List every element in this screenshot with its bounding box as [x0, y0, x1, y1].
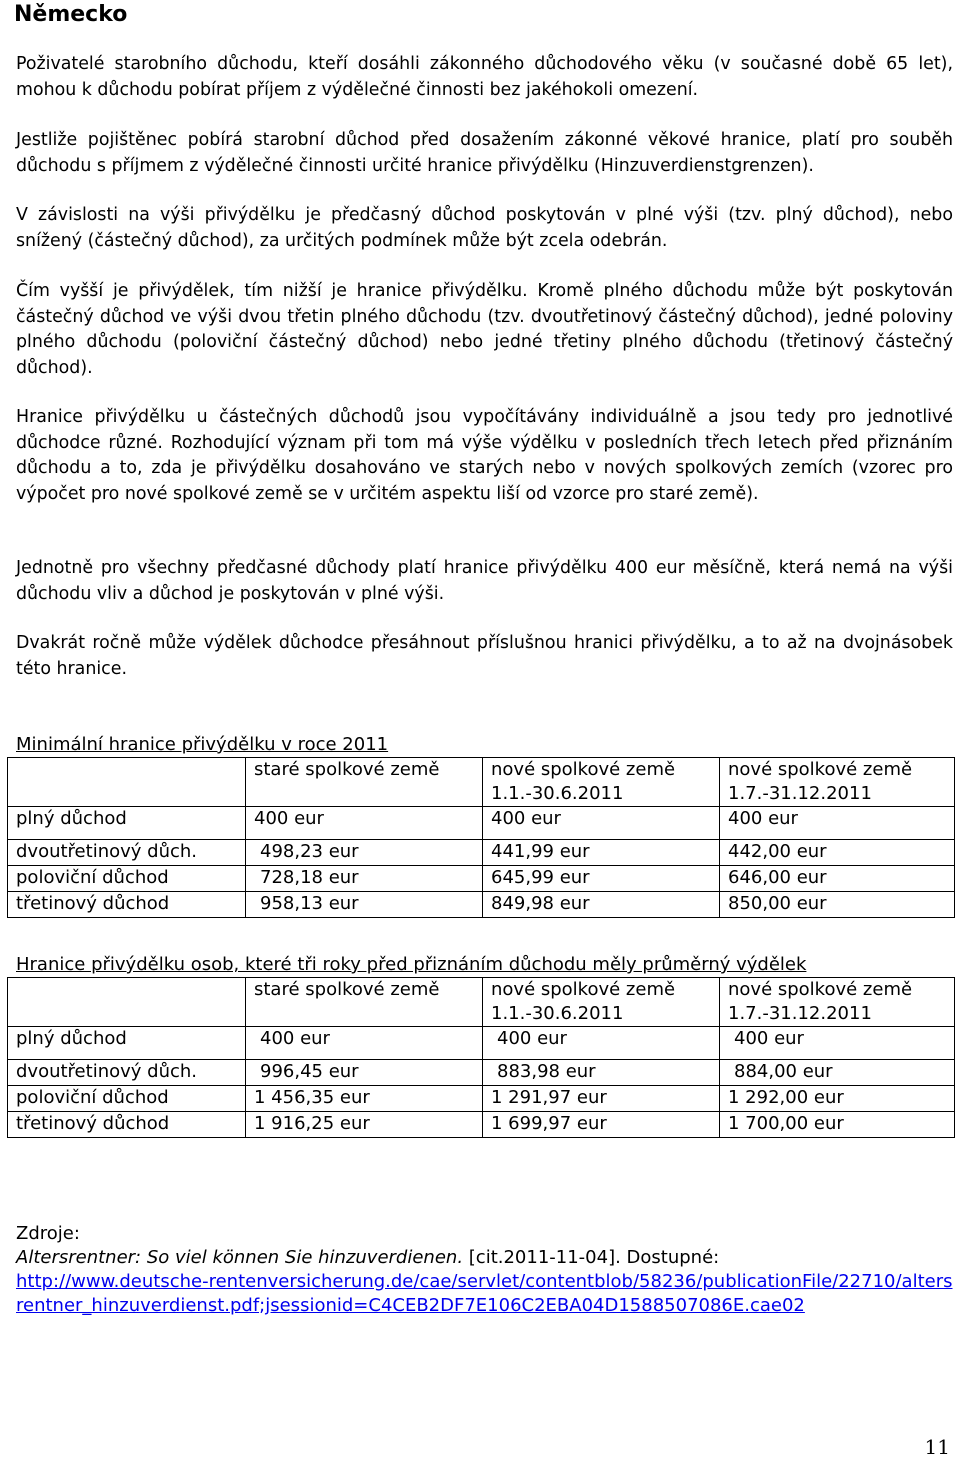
row-label: třetinový důchod — [8, 892, 246, 918]
table-cell: 996,45 eur — [246, 1060, 483, 1086]
paragraph-uniform-limit: Jednotně pro všechny předčasné důchody platí hranice přivýdělku 400 eur měsíčně, která nemá na výši důchodu vliv a důchod je poskytován v plné výši. — [16, 558, 953, 604]
table-cell: 645,99 eur — [483, 866, 720, 892]
sources-heading: Zdroje: — [16, 1223, 80, 1244]
table-header-row — [8, 758, 955, 807]
table-cell: 1 291,97 eur — [483, 1086, 720, 1112]
table-cell: 1 699,97 eur — [483, 1112, 720, 1138]
paragraph-early-retirement: Jestliže pojištěnec pobírá starobní důchod před dosažením zákonné věkové hranice, platí pro souběh důchodu s příjmem z výdělečné činnosti určité hranice přivýdělku (Hinzuverdienstgrenzen). — [16, 130, 953, 176]
table-cell: 400 eur — [246, 807, 483, 840]
table-cell: 728,18 eur — [246, 866, 483, 892]
table-cell: 883,98 eur — [483, 1060, 720, 1086]
row-label: dvoutřetinový důch. — [8, 840, 246, 866]
table-row — [8, 892, 955, 918]
table-header-cell: nové spolkové země 1.7.-31.12.2011 — [720, 758, 955, 807]
table-cell: 442,00 eur — [720, 840, 955, 866]
paragraph-intro: Poživatelé starobního důchodu, kteří dosáhli zákonného důchodového věku (v současné době 65 let), mohou k důchodu pobírat příjem z výdělečné činnosti bez jakéhokoli omezení. — [16, 54, 953, 100]
table-row — [8, 1112, 955, 1138]
table-header-cell: staré spolkové země — [246, 978, 483, 1027]
table-cell: 400 eur — [483, 1027, 720, 1060]
source-citation: [cit.2011-11-04]. Dostupné: — [463, 1247, 720, 1268]
table2-caption: Hranice přivýdělku osob, které tři roky před přiznáním důchodu měly průměrný výdělek — [16, 954, 807, 975]
paragraph-full-partial: V závislosti na výši přivýdělku je předčasný důchod poskytován v plné výši (tzv. plný důchod), nebo snížený (částečný důchod), za určitých podmínek může být zcela odebrán. — [16, 205, 953, 251]
row-label: dvoutřetinový důch. — [8, 1060, 246, 1086]
table1-caption: Minimální hranice přivýdělku v roce 2011 — [16, 734, 389, 755]
page-number: 11 — [924, 1435, 950, 1459]
table1-minimum-limits — [7, 757, 955, 918]
table-cell: 400 eur — [483, 807, 720, 840]
page-title: Německo — [14, 2, 128, 27]
table-header-cell: nové spolkové země 1.1.-30.6.2011 — [483, 978, 720, 1027]
table-cell: 441,99 eur — [483, 840, 720, 866]
table2-average-earnings-limits — [7, 977, 955, 1138]
row-label: třetinový důchod — [8, 1112, 246, 1138]
sources-section — [16, 1222, 953, 1318]
table-row — [8, 1086, 955, 1112]
table-cell: 884,00 eur — [720, 1060, 955, 1086]
row-label: plný důchod — [8, 1027, 246, 1060]
row-label: poloviční důchod — [8, 866, 246, 892]
row-label: plný důchod — [8, 807, 246, 840]
table-cell: 498,23 eur — [246, 840, 483, 866]
table-cell: 1 456,35 eur — [246, 1086, 483, 1112]
source-link[interactable]: http://www.deutsche-rentenversicherung.de/cae/servlet/contentblob/58236/publicationFile/22710/altersrentner_hinzuverdienst.pdf;jsessionid=C4CEB2DF7E106C2EBA04D1588507086E.cae02 — [16, 1271, 953, 1316]
table-header-cell: nové spolkové země 1.7.-31.12.2011 — [720, 978, 955, 1027]
table-cell: 1 700,00 eur — [720, 1112, 955, 1138]
table-header-row — [8, 978, 955, 1027]
table-header-cell: nové spolkové země 1.1.-30.6.2011 — [483, 758, 720, 807]
table-cell: 849,98 eur — [483, 892, 720, 918]
table-cell: 1 916,25 eur — [246, 1112, 483, 1138]
table-cell: 400 eur — [720, 1027, 955, 1060]
table-cell: 850,00 eur — [720, 892, 955, 918]
table-cell: 400 eur — [246, 1027, 483, 1060]
paragraph-individual-limits: Hranice přivýdělku u částečných důchodů jsou vypočítávány individuálně a jsou tedy pro jednotlivé důchodce různé. Rozhodující význam při tom má výše výdělku v posledních třech letech před přiznáním důchodu a to, zda je přivýdělku dosahováno ve starých nebo v nových spolkových zemích (vzorec pro výpočet pro nové spolkové země se v určitém aspektu liší od vzorce pro staré země). — [16, 407, 953, 504]
table-row — [8, 866, 955, 892]
paragraph-twice-yearly: Dvakrát ročně může výdělek důchodce přesáhnout příslušnou hranici přivýdělku, a to až na dvojnásobek této hranice. — [16, 633, 953, 679]
table-cell: 1 292,00 eur — [720, 1086, 955, 1112]
table-cell: 400 eur — [720, 807, 955, 840]
table-row — [8, 1027, 955, 1060]
table-row — [8, 840, 955, 866]
paragraph-partial-types: Čím vyšší je přivýdělek, tím nižší je hranice přivýdělku. Kromě plného důchodu může být poskytován částečný důchod ve výši dvou třetin plného důchodu (tzv. dvoutřetinový částečný důchod), jedné poloviny plného důchodu (poloviční částečný důchod) nebo jedné třetiny plného důchodu (třetinový částečný důchod). — [16, 281, 953, 378]
table-cell: 958,13 eur — [246, 892, 483, 918]
table-header-cell — [8, 758, 246, 807]
table-row — [8, 1060, 955, 1086]
source-title: Altersrentner: So viel können Sie hinzuverdienen. — [16, 1247, 464, 1268]
table-header-cell: staré spolkové země — [246, 758, 483, 807]
table-cell: 646,00 eur — [720, 866, 955, 892]
table-header-cell — [8, 978, 246, 1027]
row-label: poloviční důchod — [8, 1086, 246, 1112]
source-reference — [16, 1246, 953, 1270]
table-row — [8, 807, 955, 840]
